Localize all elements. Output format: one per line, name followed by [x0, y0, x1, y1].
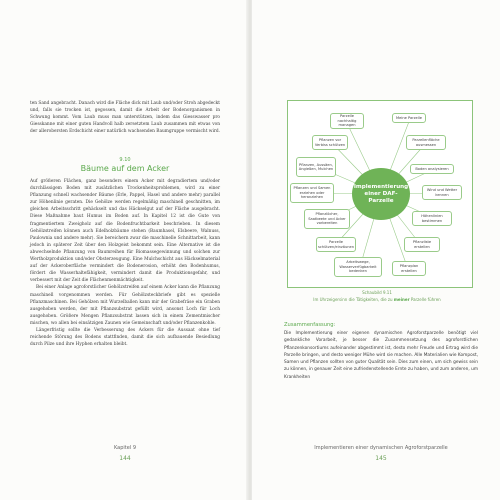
right-footer-label: Implementieren einer dynamischen Agroforstparzelle: [314, 445, 448, 451]
caption-text: [272, 297, 482, 302]
diagram-node: Pflanzlöcher, Saatbeete und Acker vorbereiten: [304, 209, 350, 229]
intro-text: ten Sand angebracht. Danach wird die Fläche dick mit Laub und/oder Stroh abgedeckt und, falls sie trocken ist, gegossen, damit die Arbeit der Bodenorganismen in Schwung kommt. Vom Laub muss man unterstützen, indem das Giesswasser pro Giesskanne mit einer guten Handvoll halb zersetztem Laub zusammen mit etwas von der allerobersten Erdschicht einer natürlich wachsenden Baumgruppe vermischt wird.: [30, 101, 221, 135]
left-page-number: 144: [119, 455, 131, 462]
diagram-center-label: Implementierung einer DAF-Parzelle: [352, 168, 410, 220]
paragraph-2: Bei einer Anlage agroforstlicher Gehölzstreifen auf einem Acker kann die Pflanzung maschinell vorgenommen werden. Für Gehölzsteckbriefe gibt es spezielle Pflanzmaschinen. Bei Gehölzen mit Wurzelballen kann mir der Grabefräse ein Graben ausgehoben werden, der mit Pflanzsubstrat gefüllt wird, ansonst Loch für Loch ausgehoben. Größere Mengen Pflanzsubstrat lassen sich in einem Zementmischer mischen, wo allen bei einsätzigen Zaunen wie Gemeinschaft und/oder Pflanzenkohle.: [30, 285, 220, 326]
diagram-node: Parzellenfläche ausmessen: [406, 135, 446, 150]
caption-emphasis: meiner: [393, 297, 410, 302]
section-title: Bäume auf dem Acker: [80, 164, 170, 173]
caption-label: Schaubild 9.11: [362, 290, 392, 295]
section-number: 9.10: [119, 157, 131, 163]
diagram-node: Pflanzliste erstellen: [404, 237, 440, 252]
diagram-node: Wind und Wetter kennen: [422, 185, 462, 200]
caption-text-before: Im Uhrzeigersinn die Tätigkeiten, die zu: [313, 297, 394, 302]
diagram-node: Pflanzen vor Verbiss schützen: [312, 135, 348, 150]
summary-text: Die Implementierung einer eigenen dynamischen Agroforstparzelle benötigt viel gedankliche Vorarbeit, je besser die Zusammensetzung des agroforstlichen Pflanzenkonsortiums aufeinander abgestimmt ist, desto mehr Freude und Ertrag wird die Parzelle bringen, und desto weniger Mühe wird sie machen. Alle Materialien wie Kompost, Samen und Pflanzen sollten von guter Qualität sein. Dies zum einen, um sich gewiss sein zu können, in genauer Zeit eine zufriedenstellende Ernte zu haben, und zum anderen, um Krankheiten: [284, 331, 478, 380]
caption-text-after: Parzelle führen: [409, 297, 441, 302]
diagram-node: Meine Parzelle: [392, 113, 426, 123]
section-body: [30, 178, 220, 348]
paragraph-3: Längerfristig sollte die Verbesserung des Ackers für die Aussaat ohne tief reichende Störung des Bodens stattfinden, damit die sich aufbauende Besiedlung durch Pilze und ihre Hyphen erhalten bleibt.: [30, 327, 220, 348]
left-footer-label: Kapitel 9: [113, 445, 136, 451]
diagram-node: Pflanzen und Samen erziehen oder heranziehen: [290, 183, 334, 203]
summary-heading: Zusammenfassung:: [284, 322, 336, 328]
diagram-node: Höhenlinien bestimmen: [412, 211, 452, 226]
diagram-node: Arbeitswege, Wasserverfügbarkeit bedenken: [334, 257, 382, 277]
diagram-node: Parzelle nachhaltig managen: [330, 113, 364, 129]
diagram-node: Parzelle schützen/einzäunen: [316, 237, 356, 252]
paragraph-1: Auf größeren Flächen, ganz besonders einem Acker mit degradiertem und/oder durchlässigem Boden mit zusätzlichen Trockenheitsproblemen, wird zu einer Pflanzung schnell wachsender Bäume (Erle, Pappel, Hasel und andere mehr) parallel zur Höhenlinie geraten. Die Gehölze werden regelmäßig maschinell geschnitten, im gleichen Arbeitsschritt gehäckselt und das Häckselgut auf der Fläche ausgebracht. Diese Maßnahme baut Humus im Boden auf. In Kapitel 12 ist die Gute von fragmentiertem Zweigholz auf die Bodenfruchtbarkeit beschrieben. In diesem Gehölzstreifen können auch Edelholzbäume stehen (Baumhasel, Elsbeere, Walnuss, Paulownia und andere mehr). Sie bereichern zwar die maschinelle Schnittarbeit, kann jedoch in späterer Zeit über den Holzgeist bekommt sein. Eine Alternative ist die abwechselnde Pflanzung von Baumreihen für Biomassegewinnung und solchen zur Wertholzproduktion und/oder Obsterzeugung. Eine Mulchschicht aus Häckselmaterial auf der Ackeroberfläche vermindert die Bodenerosion, erhöht den Bodenhumus, fördert die Wasserhaltefähigkeit, vermindert damit die Produktionsgefahr, und verbessert mit der Zeit die Flächenmenmächtigkeit.: [30, 179, 220, 284]
left-page: [0, 0, 248, 500]
diagram-node: Pflanzplan erstellen: [392, 261, 426, 276]
diagram-node: Boden analysieren: [410, 164, 454, 174]
intro-paragraph: [30, 100, 220, 135]
right-page-number: 145: [375, 455, 387, 462]
implementation-diagram: [287, 100, 473, 288]
diagram-node: Pflanzen, Aussäen, Angießen, Mulchen: [296, 157, 336, 177]
